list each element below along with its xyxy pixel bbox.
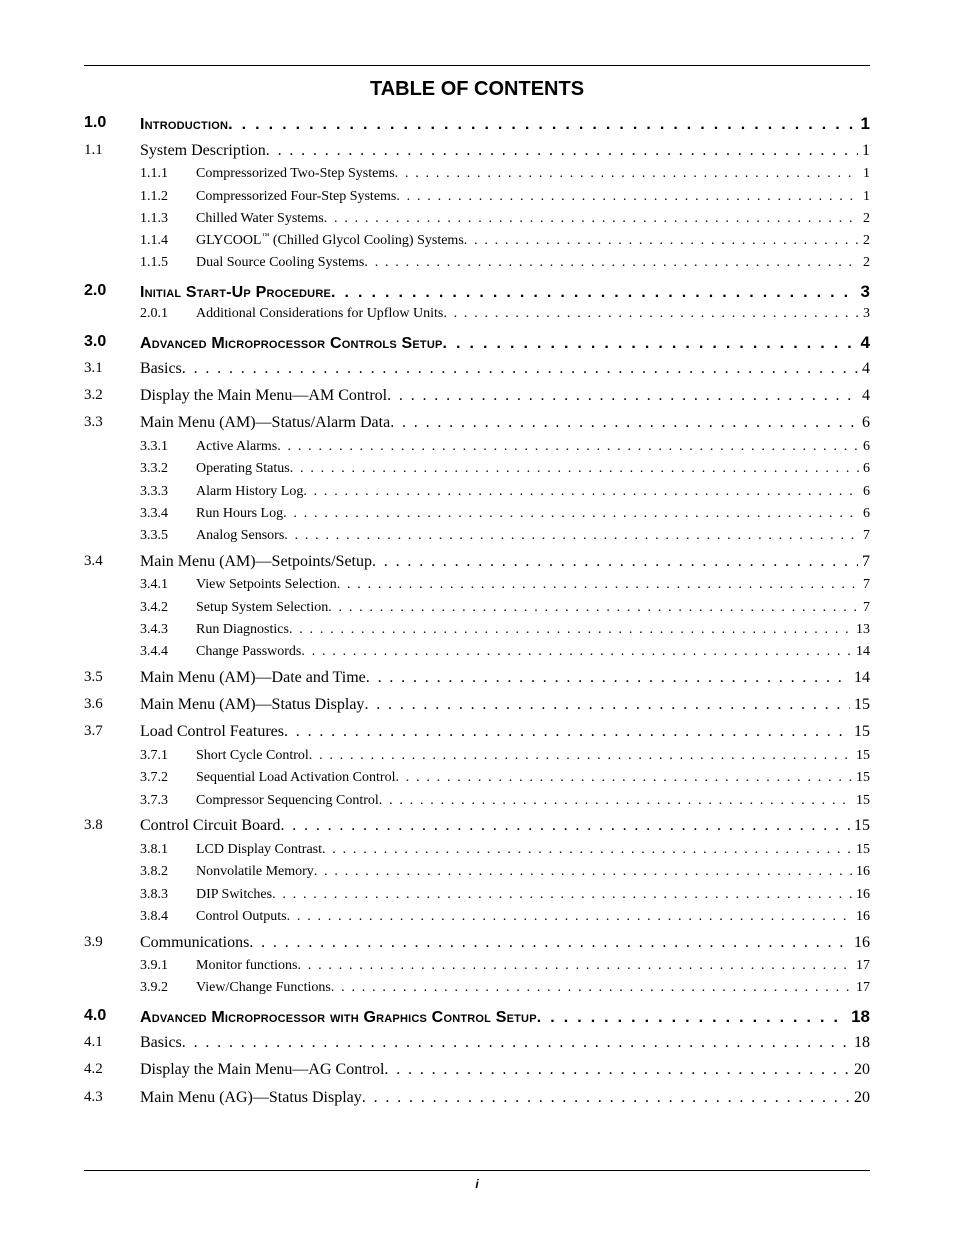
toc-entry-title-text: Display the Main Menu—AG Control (140, 1061, 385, 1078)
page-title: TABLE OF CONTENTS (369, 78, 585, 100)
dot-leader (396, 189, 859, 205)
toc-entry[interactable] (84, 553, 870, 575)
trademark-mark: ™ (261, 233, 270, 240)
toc-entry-page: 6 (863, 484, 870, 499)
toc-entry[interactable] (84, 1089, 870, 1111)
dot-leader (364, 696, 850, 714)
toc-entry[interactable] (84, 958, 870, 980)
toc-entry-body (140, 1061, 870, 1079)
toc-entry-body (140, 817, 870, 835)
toc-entry-body (196, 793, 870, 809)
toc-entry-page: 16 (856, 864, 870, 879)
toc-entry-title-text: Run Diagnostics (196, 622, 289, 637)
toc-entry[interactable] (84, 142, 870, 164)
dot-leader (384, 1061, 850, 1079)
dot-leader (277, 439, 859, 455)
toc-entry-body (140, 553, 870, 571)
toc-entry[interactable] (84, 233, 870, 255)
toc-entry-body (196, 770, 870, 786)
dot-leader (390, 414, 858, 432)
toc-entry-title (196, 484, 303, 500)
toc-entry-page: 4 (860, 333, 870, 352)
toc-entry[interactable] (84, 255, 870, 277)
dot-leader (284, 723, 850, 741)
dot-leader (280, 817, 850, 835)
toc-entry-title-text: Change Passwords (196, 644, 302, 659)
toc-entry-title-text: Monitor functions (196, 958, 298, 973)
toc-entry-number: 1.1.1 (140, 166, 168, 181)
toc-entry-body (196, 748, 870, 764)
toc-entry-number: 3.8.4 (140, 909, 168, 924)
toc-entry-body (196, 600, 870, 616)
toc-entry-page: 16 (856, 909, 870, 924)
toc-entry-body (196, 484, 870, 500)
toc-entry-page: 18 (854, 1034, 870, 1051)
toc-entry[interactable] (84, 842, 870, 864)
toc-entry[interactable] (84, 166, 870, 188)
toc-entry-body (140, 414, 870, 432)
toc-entry-page: 15 (856, 793, 870, 808)
toc-entry-title (140, 1009, 537, 1027)
toc-entry-number: 3.4.3 (140, 622, 168, 637)
toc-entry[interactable] (84, 414, 870, 436)
toc-entry-title-text: View Setpoints Selection (196, 577, 337, 592)
dot-leader (364, 255, 859, 271)
toc-entry-title-text: Load Control Features (140, 723, 284, 740)
toc-entry[interactable] (84, 461, 870, 483)
toc-entry-page: 2 (863, 255, 870, 270)
toc-entry-title-text: Control Outputs (196, 909, 287, 924)
toc-entry-title (196, 577, 337, 593)
toc-entry[interactable] (84, 577, 870, 599)
dot-leader (395, 770, 852, 786)
toc-entry[interactable] (84, 506, 870, 528)
toc-entry-title-text: Control Circuit Board (140, 817, 281, 834)
toc-entry-title (196, 644, 301, 660)
toc-entry-title (140, 414, 390, 432)
toc-entry-page: 15 (856, 770, 870, 785)
toc-entry-title (196, 211, 324, 227)
toc-entry-title (196, 306, 443, 322)
toc-entry-title-text: System Description (140, 142, 266, 159)
toc-entry-page: 7 (863, 577, 870, 592)
toc-entry-body (140, 387, 870, 405)
toc-entry-page: 15 (856, 842, 870, 857)
toc-entry-title (196, 528, 284, 544)
dot-leader (387, 387, 858, 405)
toc-entry-body (140, 142, 870, 160)
toc-entry-title-text: Compressorized Two-Step Systems (196, 166, 395, 181)
toc-entry-page: 6 (863, 439, 870, 454)
page-number: i (475, 1177, 479, 1191)
toc-entry[interactable] (84, 211, 870, 233)
toc-entry-title (140, 1034, 182, 1052)
toc-entry-page: 14 (854, 669, 870, 686)
toc-entry-number: 3.2 (84, 387, 103, 403)
toc-entry-number: 3.9.1 (140, 958, 168, 973)
toc-entry[interactable] (84, 189, 870, 211)
toc-entry-page: 1 (860, 114, 870, 133)
dot-leader (228, 116, 856, 134)
toc-entry-number: 3.0 (84, 333, 107, 350)
toc-entry-title-text: Dual Source Cooling Systems (196, 255, 365, 270)
toc-entry-title-text: Main Menu (AM)—Setpoints/Setup (140, 553, 372, 570)
toc-entry-page: 18 (851, 1007, 870, 1026)
toc-entry-title-text: (Chilled Glycol Cooling) Systems (269, 233, 464, 248)
toc-entry-number: 2.0 (84, 282, 107, 299)
toc-entry-title (196, 887, 272, 903)
toc-entry[interactable] (84, 622, 870, 644)
toc-entry-title (196, 958, 298, 974)
toc-entry-title (196, 864, 314, 880)
toc-entry-title (196, 439, 277, 455)
toc-entry-number: 3.4.1 (140, 577, 168, 592)
dot-leader (301, 644, 852, 660)
toc-entry-body (196, 211, 870, 227)
toc-entry-page: 15 (854, 723, 870, 740)
toc-entry-number: 1.1.2 (140, 189, 168, 204)
toc-entry-page: 6 (862, 414, 870, 431)
toc-entry[interactable] (84, 723, 870, 745)
toc-entry[interactable] (84, 439, 870, 461)
toc-entry-number: 3.8.1 (140, 842, 168, 857)
dot-leader (366, 669, 850, 687)
toc-entry-title-text: Active Alarms (196, 439, 278, 454)
toc-entry-title (196, 793, 379, 809)
toc-entry[interactable] (84, 696, 870, 718)
toc-entry-body (140, 934, 870, 952)
toc-entry-title (196, 189, 396, 205)
toc-entry-title (140, 817, 280, 835)
toc-entry[interactable] (84, 600, 870, 622)
toc-entry-number: 1.0 (84, 114, 107, 131)
toc-entry-title-text: Communications (140, 934, 250, 951)
toc-entry-number: 3.3.1 (140, 439, 168, 454)
dot-leader (331, 980, 852, 996)
toc-entry-title (140, 116, 228, 134)
toc-entry-title (196, 255, 364, 271)
toc-entry-body (196, 644, 870, 660)
toc-entry-number: 3.4 (84, 553, 103, 569)
toc-entry-number: 3.1 (84, 360, 103, 376)
toc-entry-title (140, 723, 284, 741)
dot-leader (443, 335, 857, 353)
toc-entry[interactable] (84, 669, 870, 691)
toc-entry[interactable] (84, 387, 870, 409)
toc-entry-page: 20 (854, 1061, 870, 1078)
toc-entry-title (140, 387, 387, 405)
toc-entry-body (196, 528, 870, 544)
dot-leader (284, 528, 859, 544)
toc-entry-page: 13 (856, 622, 870, 637)
toc-entry-body (140, 1089, 870, 1107)
toc-entry-number: 4.2 (84, 1061, 103, 1077)
toc-entry-number: 3.6 (84, 696, 103, 712)
toc-entry-number: 3.7 (84, 723, 103, 739)
toc-entry-page: 14 (856, 644, 870, 659)
toc-entry-number: 3.3 (84, 414, 103, 430)
toc-entry-page: 15 (854, 817, 870, 834)
toc-entry-number: 3.9 (84, 934, 103, 950)
dot-leader (182, 360, 858, 378)
toc-entry-page: 3 (860, 282, 870, 301)
dot-leader (290, 461, 859, 477)
toc-entry-number: 4.0 (84, 1007, 107, 1024)
toc-entry[interactable] (84, 484, 870, 506)
toc-entry-title-text: Introduction (140, 116, 229, 133)
toc-entry-body (140, 114, 870, 134)
toc-entry-title (196, 622, 289, 638)
toc-entry-title-text: Run Hours Log (196, 506, 284, 521)
toc-entry-page: 7 (863, 528, 870, 543)
toc-entry-page: 2 (863, 211, 870, 226)
toc-entry-title-text: Compressorized Four-Step Systems (196, 189, 397, 204)
toc-entry-number: 3.4.4 (140, 644, 168, 659)
toc-entry-number: 3.3.5 (140, 528, 168, 543)
toc-entry-body (196, 506, 870, 522)
toc-entry-body (140, 333, 870, 353)
toc-entry-title-text: Short Cycle Control (196, 748, 309, 763)
toc-entry-number: 3.8 (84, 817, 103, 833)
toc-entry-body (196, 909, 870, 925)
toc-entry[interactable] (84, 360, 870, 382)
toc-entry-title (140, 142, 266, 160)
toc-entry-page: 7 (862, 553, 870, 570)
toc-entry-body (196, 622, 870, 638)
toc-entry-title-text: Alarm History Log (196, 484, 304, 499)
dot-leader (303, 484, 859, 500)
dot-leader (249, 934, 850, 952)
dot-leader (395, 166, 859, 182)
toc-entry[interactable] (84, 1034, 870, 1056)
toc-entry-number: 3.8.2 (140, 864, 168, 879)
toc-entry-number: 1.1.4 (140, 233, 168, 248)
toc-entry-title (196, 461, 290, 477)
toc-entry-page: 20 (854, 1089, 870, 1106)
toc-entry-title-text: Analog Sensors (196, 528, 285, 543)
toc-entry-body (140, 669, 870, 687)
toc-entry-title-text: Main Menu (AM)—Status/Alarm Data (140, 414, 391, 431)
toc-entry-title (196, 166, 395, 182)
toc-entry-title-text: Chilled Water Systems (196, 211, 324, 226)
toc-entry-body (140, 723, 870, 741)
dot-leader (537, 1009, 847, 1027)
toc-entry[interactable] (84, 909, 870, 931)
toc-entry-page: 4 (862, 360, 870, 377)
toc-entry-title-text: Compressor Sequencing Control (196, 793, 379, 808)
dot-leader (266, 142, 858, 160)
toc-entry-body (140, 282, 870, 302)
toc-entry-page: 16 (854, 934, 870, 951)
toc-entry-body (196, 980, 870, 996)
toc-entry[interactable] (84, 1007, 870, 1029)
toc-entry-body (196, 842, 870, 858)
toc-entry-title (140, 335, 443, 353)
toc-entry-title (140, 1061, 384, 1079)
toc-entry-body (196, 255, 870, 271)
toc-entry-body (196, 577, 870, 593)
dot-leader (322, 842, 852, 858)
toc-entry-number: 3.3.4 (140, 506, 168, 521)
toc-entry-number: 2.0.1 (140, 306, 168, 321)
dot-leader (324, 211, 859, 227)
toc-entry-title (196, 842, 322, 858)
toc-entry-page: 15 (854, 696, 870, 713)
toc-entry-title-text: Nonvolatile Memory (196, 864, 314, 879)
toc-entry-number: 1.1.3 (140, 211, 168, 226)
dot-leader (372, 553, 858, 571)
toc-entry[interactable] (84, 114, 870, 136)
toc-entry-title (140, 1089, 362, 1107)
toc-entry-title-text: Advanced Microprocessor Controls Setup (140, 335, 443, 352)
toc-entry-page: 17 (856, 980, 870, 995)
toc-entry-page: 16 (856, 887, 870, 902)
toc-entry[interactable] (84, 528, 870, 550)
toc-entry-title-text: Main Menu (AM)—Date and Time (140, 669, 366, 686)
toc-entry-body (196, 887, 870, 903)
dot-leader (331, 284, 857, 302)
dot-leader (328, 600, 859, 616)
toc-entry[interactable] (84, 770, 870, 792)
toc-entry-body (196, 306, 870, 322)
toc-entry-title-text: DIP Switches (196, 887, 273, 902)
toc-entry-number: 3.4.2 (140, 600, 168, 615)
toc-entry[interactable] (84, 333, 870, 355)
toc-entry-title-text: Sequential Load Activation Control (196, 770, 396, 785)
toc-entry-page: 7 (863, 600, 870, 615)
toc-entry-body (140, 696, 870, 714)
dot-leader (283, 506, 859, 522)
toc-entry-title (196, 980, 331, 996)
toc-entry-title (140, 696, 364, 714)
toc-entry-title (140, 553, 372, 571)
toc-entry-body (196, 864, 870, 880)
toc-entry-body (196, 958, 870, 974)
toc-entry[interactable] (84, 980, 870, 1002)
toc-entry-title-text: Display the Main Menu—AM Control (140, 387, 388, 404)
header-rule (84, 65, 870, 66)
toc-entry[interactable] (84, 644, 870, 666)
toc-entry-title-text: Additional Considerations for Upflow Units (196, 306, 444, 321)
footer-rule (84, 1170, 870, 1171)
toc-entry-body (140, 1034, 870, 1052)
dot-leader (464, 233, 859, 249)
toc-entry-number: 3.7.1 (140, 748, 168, 763)
toc-entry-body (196, 166, 870, 182)
toc-entry-number: 3.7.2 (140, 770, 168, 785)
toc-entry-title (196, 909, 287, 925)
toc-entry-title (196, 506, 283, 522)
toc-entry-body (196, 233, 870, 249)
toc-entry-page: 1 (863, 166, 870, 181)
toc-entry[interactable] (84, 793, 870, 815)
toc-entry-body (140, 360, 870, 378)
toc-entry-title (196, 600, 328, 616)
toc-entry-page: 6 (863, 506, 870, 521)
toc-entry-page: 1 (863, 189, 870, 204)
toc-entry-title-text: Basics (140, 360, 182, 377)
toc-entry-title (140, 934, 249, 952)
dot-leader (287, 909, 852, 925)
toc-entry-title-text: Main Menu (AM)—Status Display (140, 696, 365, 713)
toc-entry-body (196, 439, 870, 455)
toc-entry-number: 3.3.2 (140, 461, 168, 476)
toc-entry-body (140, 1007, 870, 1027)
toc-entry-title (140, 669, 366, 687)
dot-leader (182, 1034, 850, 1052)
dot-leader (379, 793, 852, 809)
toc-entry-title-text: Main Menu (AG)—Status Display (140, 1089, 362, 1106)
toc-entry-title-text: Advanced Microprocessor with Graphics Control Setup (140, 1009, 537, 1026)
toc-entry-body (196, 189, 870, 205)
toc-entry[interactable] (84, 306, 870, 328)
toc-entry-number: 3.5 (84, 669, 103, 685)
toc-entry[interactable] (84, 934, 870, 956)
dot-leader (337, 577, 859, 593)
toc-entry-number: 3.7.3 (140, 793, 168, 808)
toc-entry-title-text: LCD Display Contrast (196, 842, 322, 857)
toc-entry-title (196, 748, 309, 764)
toc-entry[interactable] (84, 748, 870, 770)
toc-entry-page: 2 (863, 233, 870, 248)
toc-entry[interactable] (84, 887, 870, 909)
toc-entry-title-text: Setup System Selection (196, 600, 329, 615)
toc-entry-page: 17 (856, 958, 870, 973)
dot-leader (272, 887, 852, 903)
toc-entry-number: 4.3 (84, 1089, 103, 1105)
dot-leader (309, 748, 852, 764)
toc-entry-title (140, 360, 182, 378)
toc-entry-number: 3.8.3 (140, 887, 168, 902)
toc-entry-page: 15 (856, 748, 870, 763)
toc-entry-number: 3.9.2 (140, 980, 168, 995)
toc-entry-title (140, 284, 331, 302)
toc-entry-number: 1.1.5 (140, 255, 168, 270)
toc-entry-page: 3 (863, 306, 870, 321)
toc-entry[interactable] (84, 817, 870, 839)
toc-entry-title-text: View/Change Functions (196, 980, 331, 995)
toc-entry-title-text: GLYCOOL (196, 233, 262, 248)
toc-entry-title (196, 233, 464, 249)
toc-entry-number: 3.3.3 (140, 484, 168, 499)
toc-entry[interactable] (84, 1061, 870, 1083)
toc-entry-page: 4 (862, 387, 870, 404)
dot-leader (362, 1089, 850, 1107)
toc-entry-body (196, 461, 870, 477)
dot-leader (443, 306, 859, 322)
dot-leader (314, 864, 852, 880)
toc-entry[interactable] (84, 864, 870, 886)
dot-leader (289, 622, 852, 638)
toc-entry[interactable] (84, 282, 870, 304)
toc-entry-title (196, 770, 395, 786)
toc-entry-page: 6 (863, 461, 870, 476)
toc-entry-number: 4.1 (84, 1034, 103, 1050)
toc-entry-title-text: Initial Start-Up Procedure (140, 284, 331, 301)
toc-entry-page: 1 (862, 142, 870, 159)
dot-leader (298, 958, 853, 974)
toc-entry-title-text: Basics (140, 1034, 182, 1051)
toc-entry-title-text: Operating Status (196, 461, 290, 476)
toc-entry-number: 1.1 (84, 142, 103, 158)
